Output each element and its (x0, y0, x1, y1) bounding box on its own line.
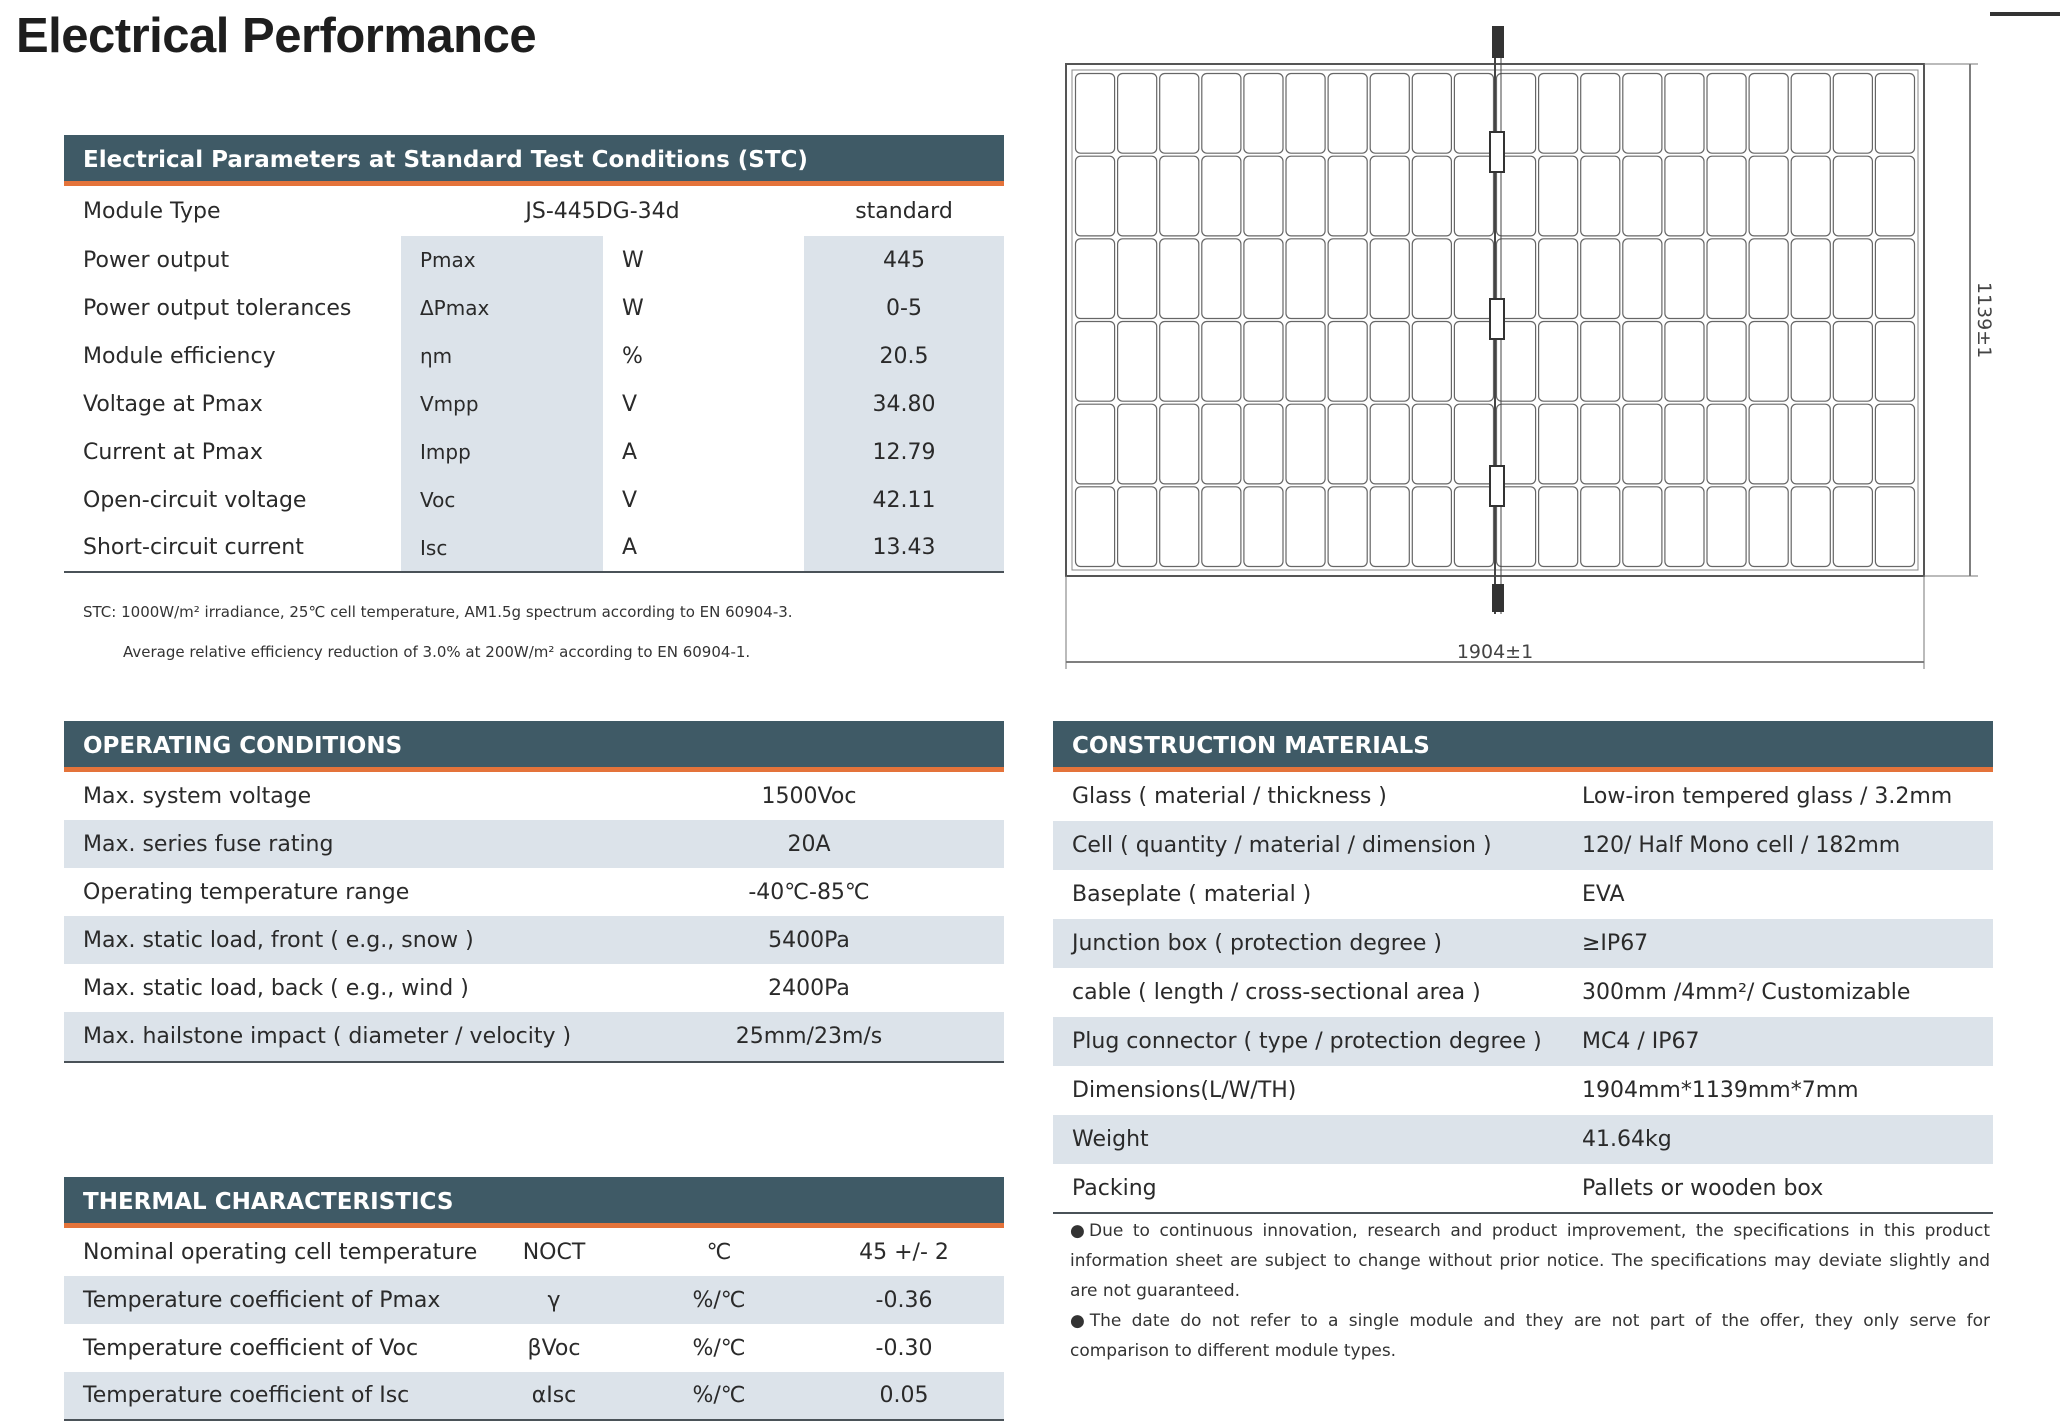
solar-cell (1791, 487, 1830, 567)
solar-cell (1875, 239, 1914, 319)
construction-value: 120/ Half Mono cell / 182mm (1582, 833, 1901, 858)
stc-row (64, 524, 1004, 572)
solar-cell (1833, 487, 1872, 567)
solar-cell (1833, 239, 1872, 319)
operating-panel (64, 721, 1004, 1063)
stc-row (64, 236, 1004, 284)
solar-cell (1749, 156, 1788, 236)
connector-top (1492, 26, 1504, 58)
solar-cell (1076, 404, 1115, 484)
stc-unit: % (622, 343, 643, 369)
construction-label: Weight (1072, 1127, 1149, 1152)
solar-cell (1665, 404, 1704, 484)
construction-label: Glass ( material / thickness ) (1072, 784, 1387, 809)
disclaimer-2: ●The date do not refer to a single module and they are not part of the offer, they only serve for comparison to different module types. (1070, 1311, 1990, 1361)
solar-cell (1875, 487, 1914, 567)
solar-cell (1539, 239, 1578, 319)
solar-cell (1707, 322, 1746, 402)
solar-cell (1202, 487, 1241, 567)
construction-label: Cell ( quantity / material / dimension ) (1072, 833, 1492, 858)
construction-label: cable ( length / cross-sectional area ) (1072, 980, 1481, 1005)
solar-cell (1286, 156, 1325, 236)
solar-cell (1118, 322, 1157, 402)
stc-unit: A (622, 439, 638, 465)
thermal-label: Temperature coefficient of Pmax (83, 1287, 441, 1313)
solar-cell (1328, 487, 1367, 567)
solar-cell (1244, 156, 1283, 236)
stc-note-1: STC: 1000W/m² irradiance, 25℃ cell temperature, AM1.5g spectrum according to EN 60904-3. (83, 603, 793, 621)
construction-row (1053, 1017, 1993, 1066)
thermal-label: Temperature coefficient of Voc (83, 1335, 419, 1361)
solar-cell (1076, 156, 1115, 236)
solar-cell (1412, 239, 1451, 319)
solar-cell (1707, 487, 1746, 567)
solar-cell (1202, 322, 1241, 402)
construction-header: CONSTRUCTION MATERIALS (1053, 721, 1993, 772)
solar-cell (1244, 404, 1283, 484)
solar-cell (1286, 404, 1325, 484)
solar-cell (1370, 239, 1409, 319)
solar-cell (1076, 487, 1115, 567)
solar-cell (1202, 239, 1241, 319)
solar-cell (1076, 74, 1115, 154)
module-type-label: Module Type (83, 198, 221, 224)
solar-cell (1581, 156, 1620, 236)
solar-cell (1707, 74, 1746, 154)
solar-cell (1707, 239, 1746, 319)
solar-cell (1791, 404, 1830, 484)
solar-cell (1749, 487, 1788, 567)
solar-cell (1454, 74, 1493, 154)
solar-cell (1707, 404, 1746, 484)
stc-symbol: Voc (401, 476, 603, 524)
stc-unit: V (622, 487, 638, 513)
solar-cell (1328, 404, 1367, 484)
solar-cell (1791, 322, 1830, 402)
operating-row (64, 820, 1004, 868)
thermal-row (64, 1324, 1004, 1372)
stc-symbol: Isc (401, 524, 603, 572)
construction-label: Dimensions(L/W/TH) (1072, 1078, 1297, 1103)
operating-row (64, 964, 1004, 1012)
solar-cell (1875, 74, 1914, 154)
operating-value: 5400Pa (768, 927, 850, 953)
solar-cell (1328, 156, 1367, 236)
solar-cell (1454, 239, 1493, 319)
construction-value: 1904mm*1139mm*7mm (1582, 1078, 1859, 1103)
stc-table (64, 186, 1004, 573)
solar-cell (1244, 322, 1283, 402)
solar-cell (1160, 239, 1199, 319)
thermal-value: -0.36 (875, 1287, 933, 1313)
solar-cell (1581, 404, 1620, 484)
operating-label: Max. system voltage (83, 783, 312, 809)
solar-cell (1833, 156, 1872, 236)
module-type-row (64, 186, 1004, 236)
solar-cell (1370, 487, 1409, 567)
stc-row (64, 284, 1004, 332)
construction-row (1053, 870, 1993, 919)
thermal-row (64, 1228, 1004, 1276)
solar-cell (1875, 322, 1914, 402)
solar-cell (1286, 239, 1325, 319)
solar-cell (1791, 74, 1830, 154)
junction-box-2 (1490, 299, 1504, 339)
construction-value: MC4 / IP67 (1582, 1029, 1700, 1054)
solar-cell (1749, 239, 1788, 319)
solar-cell (1076, 239, 1115, 319)
operating-value: 20A (787, 831, 831, 857)
solar-cell (1286, 322, 1325, 402)
solar-cell (1623, 404, 1662, 484)
solar-cell (1665, 74, 1704, 154)
solar-cell (1539, 404, 1578, 484)
solar-cell (1412, 322, 1451, 402)
module-variant: standard (855, 198, 953, 224)
construction-value: Pallets or wooden box (1582, 1175, 1824, 1201)
solar-cell (1244, 239, 1283, 319)
solar-cell (1581, 322, 1620, 402)
stc-param: Power output tolerances (83, 295, 352, 321)
solar-cell (1665, 322, 1704, 402)
connector-bottom (1492, 584, 1504, 612)
thermal-unit: %/℃ (692, 1287, 746, 1313)
solar-cell (1328, 239, 1367, 319)
junction-box-3 (1490, 466, 1504, 506)
solar-cell (1412, 404, 1451, 484)
width-label: 1904±1 (1456, 641, 1534, 663)
solar-cell (1539, 322, 1578, 402)
solar-cell (1454, 156, 1493, 236)
operating-label: Max. static load, back ( e.g., wind ) (83, 975, 469, 1001)
construction-table (1053, 772, 1993, 1214)
operating-row (64, 868, 1004, 916)
solar-cell (1791, 156, 1830, 236)
disclaimer-1: ●Due to continuous innovation, research and product improvement, the specifications in this product information sheet are subject to change without prior notice. The specifications may deviate slightly and are not guaranteed. (1070, 1221, 1990, 1301)
solar-cell (1539, 156, 1578, 236)
corner-divider (1990, 12, 2060, 16)
solar-cell (1286, 74, 1325, 154)
stc-param: Current at Pmax (83, 439, 263, 465)
stc-param: Short-circuit current (83, 535, 304, 560)
solar-cell (1244, 487, 1283, 567)
construction-label: Junction box ( protection degree ) (1072, 931, 1442, 956)
solar-cell (1160, 322, 1199, 402)
construction-value: Low-iron tempered glass / 3.2mm (1582, 784, 1953, 809)
stc-value: 0-5 (804, 284, 1004, 332)
solar-cell (1623, 74, 1662, 154)
solar-cell (1160, 487, 1199, 567)
stc-param: Module efficiency (83, 343, 276, 369)
solar-cell (1202, 404, 1241, 484)
thermal-value: 0.05 (879, 1383, 929, 1408)
construction-label: Packing (1072, 1175, 1157, 1201)
solar-cell (1118, 74, 1157, 154)
stc-value: 445 (804, 236, 1004, 284)
operating-row (64, 916, 1004, 964)
solar-cell (1791, 239, 1830, 319)
stc-symbol: Impp (401, 428, 603, 476)
stc-unit: A (622, 535, 638, 560)
module-diagram (1060, 24, 1995, 669)
operating-label: Operating temperature range (83, 879, 410, 905)
solar-cell (1370, 404, 1409, 484)
solar-cell (1539, 487, 1578, 567)
stc-param: Voltage at Pmax (83, 391, 263, 417)
solar-cell (1202, 74, 1241, 154)
stc-unit: W (622, 295, 644, 321)
solar-cell (1160, 74, 1199, 154)
stc-param: Power output (83, 247, 230, 273)
solar-cell (1581, 487, 1620, 567)
operating-value: 2400Pa (768, 975, 850, 1001)
solar-cell (1370, 156, 1409, 236)
solar-cell (1118, 404, 1157, 484)
stc-row (64, 476, 1004, 524)
construction-value: 41.64kg (1582, 1127, 1672, 1152)
solar-cell (1707, 156, 1746, 236)
solar-cell (1665, 487, 1704, 567)
solar-cell (1623, 156, 1662, 236)
thermal-header: THERMAL CHARACTERISTICS (64, 1177, 1004, 1228)
solar-cell (1118, 487, 1157, 567)
solar-cell (1412, 487, 1451, 567)
thermal-unit: ℃ (706, 1239, 732, 1265)
solar-cell (1665, 239, 1704, 319)
operating-label: Max. static load, front ( e.g., snow ) (83, 927, 474, 953)
stc-value: 34.80 (804, 380, 1004, 428)
solar-cell (1412, 74, 1451, 154)
solar-cell (1328, 322, 1367, 402)
solar-cell (1244, 74, 1283, 154)
thermal-table (64, 1228, 1004, 1421)
stc-symbol: Vmpp (401, 380, 603, 428)
thermal-row (64, 1372, 1004, 1420)
construction-row (1053, 968, 1993, 1017)
operating-value: -40℃-85℃ (748, 879, 870, 905)
thermal-symbol: βVoc (527, 1335, 581, 1361)
thermal-symbol: αIsc (531, 1383, 577, 1408)
solar-cell (1833, 322, 1872, 402)
solar-cell (1875, 404, 1914, 484)
solar-cell (1581, 239, 1620, 319)
thermal-unit: %/℃ (692, 1335, 746, 1361)
operating-label: Max. series fuse rating (83, 831, 334, 857)
solar-cell (1749, 74, 1788, 154)
stc-unit: V (622, 391, 638, 417)
stc-symbol: ηm (401, 332, 603, 380)
solar-cell (1370, 322, 1409, 402)
construction-value: ≥IP67 (1582, 931, 1649, 956)
stc-row (64, 428, 1004, 476)
solar-cell (1454, 487, 1493, 567)
operating-value: 1500Voc (761, 783, 857, 809)
solar-cell (1370, 74, 1409, 154)
operating-header: OPERATING CONDITIONS (64, 721, 1004, 772)
stc-symbol: ΔPmax (401, 284, 603, 332)
construction-label: Plug connector ( type / protection degree ) (1072, 1029, 1542, 1054)
solar-cell (1581, 74, 1620, 154)
operating-value: 25mm/23m/s (735, 1024, 883, 1049)
solar-cell (1412, 156, 1451, 236)
operating-label: Max. hailstone impact ( diameter / velocity ) (83, 1024, 572, 1049)
disclaimer (1070, 1216, 1990, 1366)
thermal-value: 45 +/- 2 (859, 1239, 949, 1265)
stc-symbol: Pmax (401, 236, 603, 284)
construction-row (1053, 821, 1993, 870)
stc-unit: W (622, 247, 644, 273)
construction-row (1053, 1115, 1993, 1164)
stc-param: Open-circuit voltage (83, 487, 307, 513)
solar-cell (1118, 156, 1157, 236)
stc-panel (64, 135, 1004, 661)
construction-row (1053, 1164, 1993, 1213)
thermal-panel (64, 1177, 1004, 1421)
solar-cell (1749, 404, 1788, 484)
junction-box-1 (1490, 132, 1504, 172)
solar-cell (1875, 156, 1914, 236)
solar-cell (1328, 74, 1367, 154)
thermal-value: -0.30 (875, 1335, 933, 1361)
solar-cell (1160, 156, 1199, 236)
operating-row (64, 772, 1004, 820)
solar-cell (1833, 74, 1872, 154)
operating-row (64, 1012, 1004, 1062)
thermal-symbol: NOCT (522, 1239, 586, 1265)
solar-cell (1833, 404, 1872, 484)
thermal-row (64, 1276, 1004, 1324)
construction-value: 300mm /4mm²/ Customizable (1582, 980, 1911, 1005)
solar-cell (1665, 156, 1704, 236)
construction-label: Baseplate ( material ) (1072, 882, 1312, 907)
construction-row (1053, 919, 1993, 968)
solar-cell (1749, 322, 1788, 402)
stc-value: 42.11 (804, 476, 1004, 524)
solar-cell (1454, 404, 1493, 484)
solar-cell (1076, 322, 1115, 402)
thermal-unit: %/℃ (692, 1383, 746, 1408)
stc-row (64, 380, 1004, 428)
solar-cell (1454, 322, 1493, 402)
module-model: JS-445DG-34d (525, 198, 680, 224)
construction-panel (1053, 721, 1993, 1214)
height-label: 1139±1 (1973, 281, 1995, 359)
solar-cell (1623, 322, 1662, 402)
thermal-label: Nominal operating cell temperature (83, 1239, 478, 1265)
stc-row (64, 332, 1004, 380)
solar-cell (1623, 239, 1662, 319)
solar-cell (1118, 239, 1157, 319)
construction-row (1053, 1066, 1993, 1115)
stc-value: 13.43 (804, 524, 1004, 572)
solar-cell (1539, 74, 1578, 154)
solar-cell (1160, 404, 1199, 484)
solar-cell (1623, 487, 1662, 567)
stc-value: 20.5 (804, 332, 1004, 380)
construction-row (1053, 772, 1993, 821)
construction-value: EVA (1582, 882, 1625, 907)
solar-cell (1286, 487, 1325, 567)
operating-table (64, 772, 1004, 1063)
stc-note-2: Average relative efficiency reduction of 3.0% at 200W/m² according to EN 60904-1. (123, 643, 751, 661)
solar-cell (1202, 156, 1241, 236)
stc-header: Electrical Parameters at Standard Test Conditions (STC) (64, 135, 1004, 186)
stc-value: 12.79 (804, 428, 1004, 476)
thermal-label: Temperature coefficient of Isc (83, 1383, 410, 1408)
page-title: Electrical Performance (16, 9, 537, 63)
thermal-symbol: γ (547, 1287, 561, 1313)
